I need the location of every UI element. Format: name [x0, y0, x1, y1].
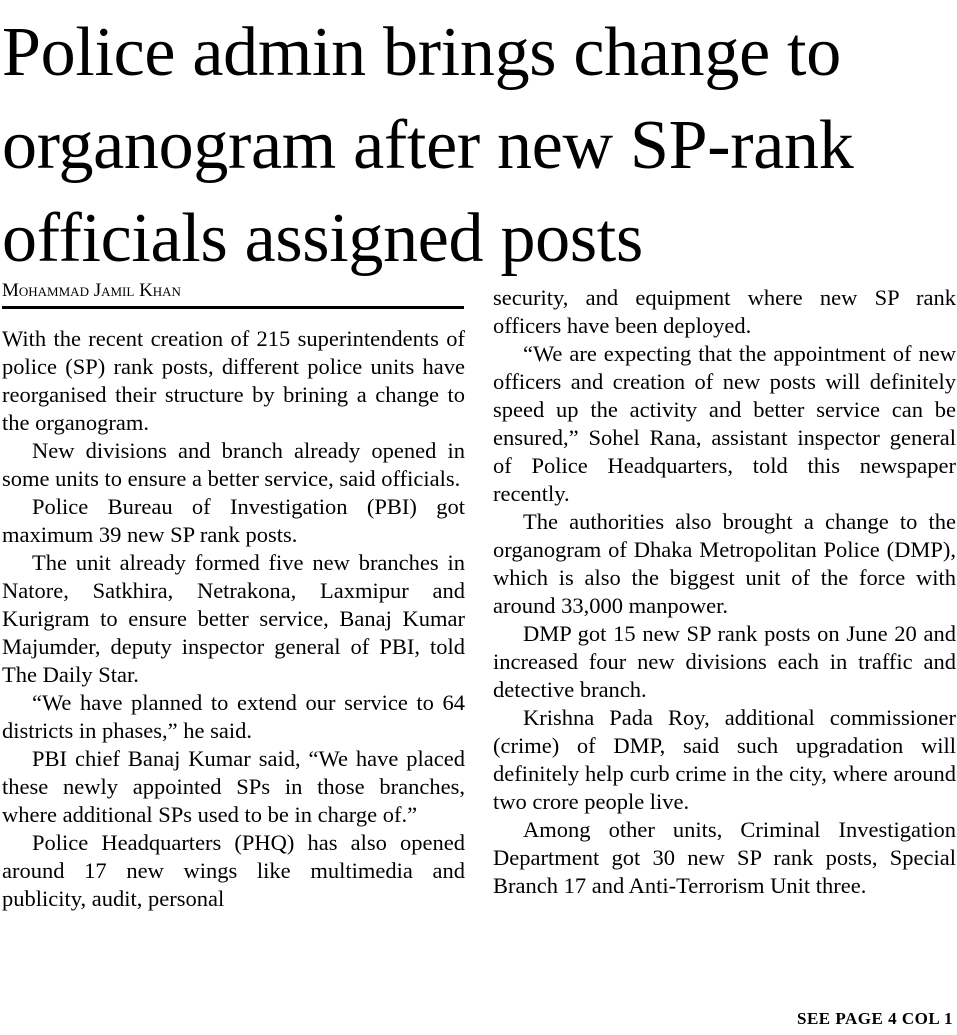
paragraph: New divisions and branch already opened in some units to ensure a better service, said officials.: [2, 438, 465, 491]
paragraph: security, and equipment where new SP rank officers have been deployed.: [493, 285, 956, 338]
byline: Mohammad Jamil Khan: [2, 279, 464, 309]
continued-on-page-label: SEE PAGE 4 COL 1: [797, 1009, 953, 1028]
paragraph: Police Headquarters (PHQ) has also opened around 17 new wings like multimedia and publicity, audit, personal: [2, 830, 465, 911]
article-column-right: [493, 284, 956, 900]
paragraph: The authorities also brought a change to the organogram of Dhaka Metropolitan Police (DMP), which is also the biggest unit of the force with around 33,000 manpower.: [493, 509, 956, 618]
paragraph: “We are expecting that the appointment of new officers and creation of new posts will definitely speed up the activity and better service can be ensured,” Sohel Rana, assistant inspector general of Police Headquarters, told this newspaper recently.: [493, 341, 956, 506]
paragraph: Police Bureau of Investigation (PBI) got maximum 39 new SP rank posts.: [2, 494, 465, 547]
paragraph: Among other units, Criminal Investigation Department got 30 new SP rank posts, Special Branch 17 and Anti-Terrorism Unit three.: [493, 817, 956, 898]
paragraph: DMP got 15 new SP rank posts on June 20 and increased four new divisions each in traffic and detective branch.: [493, 621, 956, 702]
paragraph: PBI chief Banaj Kumar said, “We have placed these newly appointed SPs in those branches, where additional SPs used to be in charge of.”: [2, 746, 465, 827]
paragraph: With the recent creation of 215 superintendents of police (SP) rank posts, different police units have reorganised their structure by brining a change to the organogram.: [2, 326, 465, 435]
headline: Police admin brings change to organogram after new SP-rank officials assigned posts: [2, 14, 854, 277]
article-column-left: [2, 325, 465, 913]
paragraph: Krishna Pada Roy, additional commissioner (crime) of DMP, said such upgradation will definitely help curb crime in the city, where around two crore people live.: [493, 705, 956, 814]
paragraph: The unit already formed five new branches in Natore, Satkhira, Netrakona, Laxmipur and Kurigram to ensure better service, Banaj Kumar Majumder, deputy inspector general of PBI, told The Daily Star.: [2, 550, 465, 687]
paragraph: “We have planned to extend our service to 64 districts in phases,” he said.: [2, 690, 465, 743]
